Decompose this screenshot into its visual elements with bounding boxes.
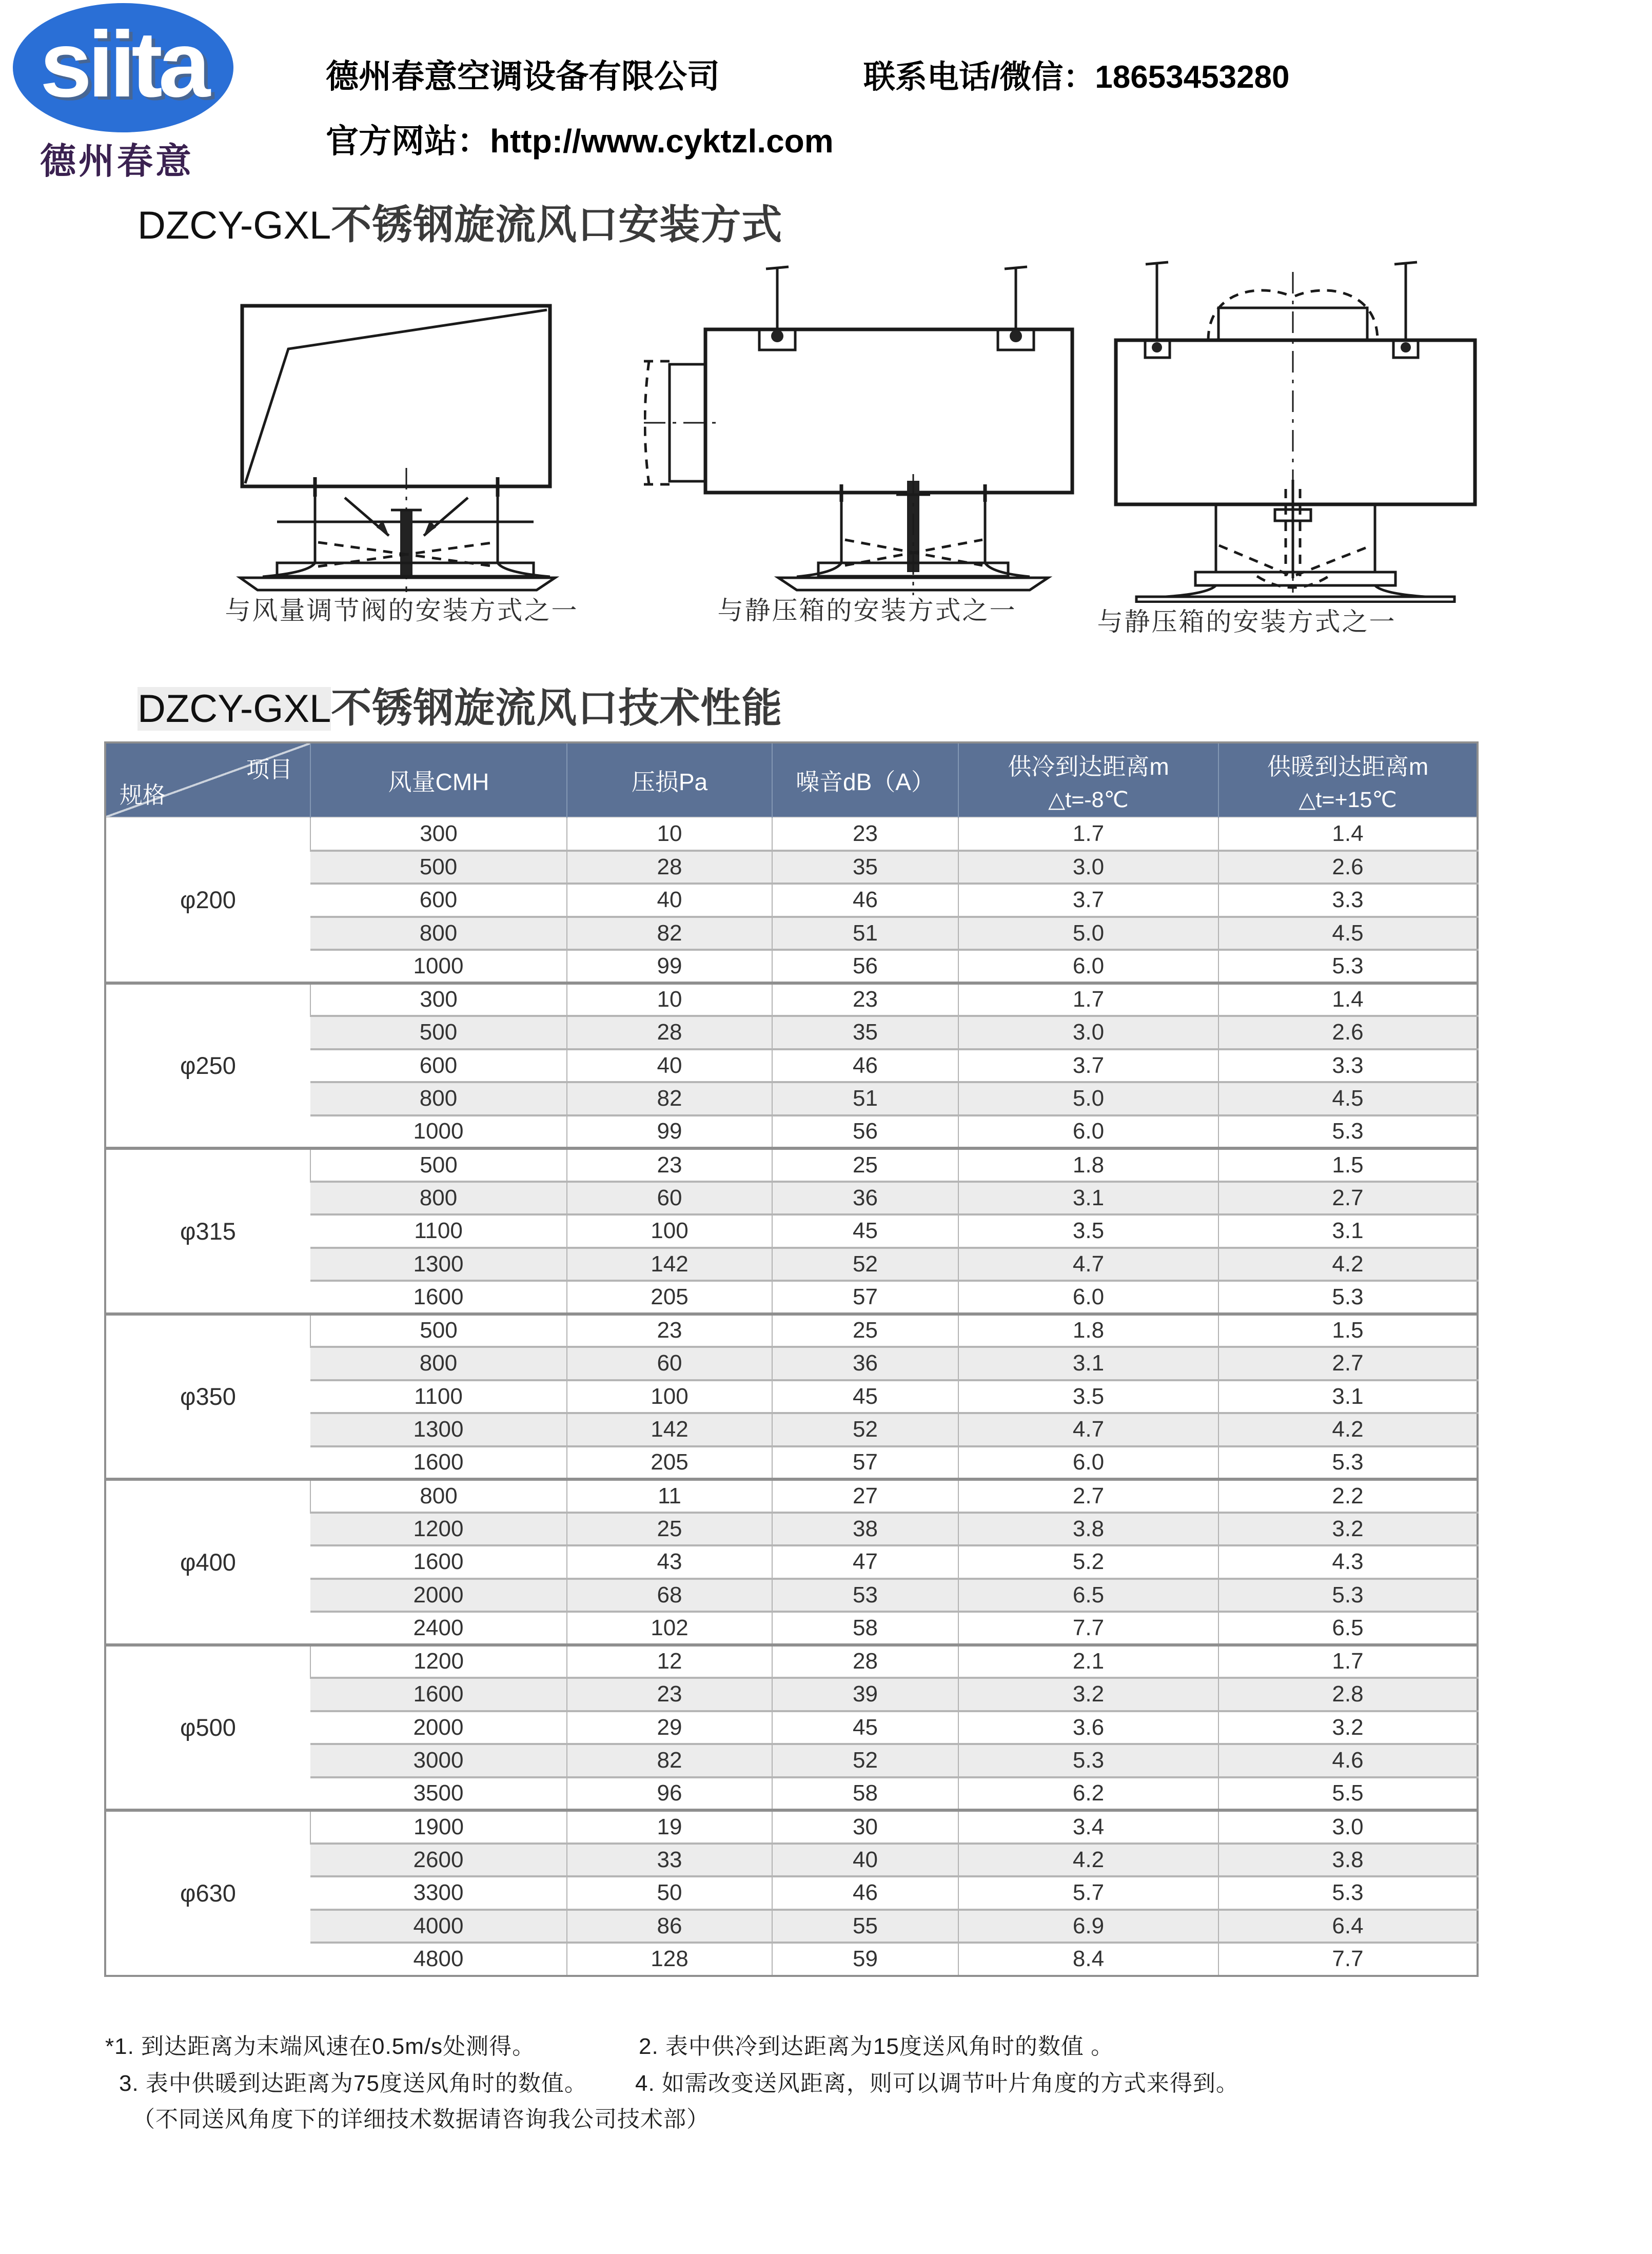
logo-text: siita [40, 12, 207, 116]
data-cell: 36 [772, 1182, 958, 1215]
footnote-5: （不同送风角度下的详细技术数据请咨询我公司技术部） [132, 2107, 710, 2132]
data-cell: 3.1 [1218, 1380, 1478, 1414]
spec-size-cell: φ500 [105, 1645, 310, 1811]
install-section-title [137, 192, 782, 250]
table-row [105, 1148, 1478, 1182]
data-cell: 5.3 [1218, 1281, 1478, 1314]
data-cell: 3.3 [1218, 1049, 1478, 1083]
data-cell: 5.3 [1218, 1115, 1478, 1149]
data-cell: 1200 [310, 1513, 567, 1546]
data-cell: 1.7 [958, 817, 1218, 851]
data-cell: 52 [772, 1413, 958, 1446]
data-cell: 3.2 [958, 1678, 1218, 1711]
contact-phone: 联系电话/微信：18653453280 [863, 60, 1290, 95]
table-row [105, 817, 1478, 851]
data-cell: 5.3 [1218, 1876, 1478, 1910]
plenum-top-drawing [1088, 254, 1513, 603]
data-cell: 5.0 [958, 917, 1218, 950]
data-cell: 800 [310, 1082, 567, 1115]
data-cell: 3.8 [1218, 1844, 1478, 1877]
table-row [105, 1347, 1478, 1380]
data-cell: 2.7 [958, 1479, 1218, 1513]
website-url[interactable]: 官方网站：http://www.cyktzl.com [326, 123, 834, 160]
data-cell: 2000 [310, 1579, 567, 1612]
data-cell: 35 [772, 1016, 958, 1049]
data-cell: 51 [772, 917, 958, 950]
data-cell: 3.7 [958, 1049, 1218, 1083]
table-row [105, 1876, 1478, 1910]
data-cell: 7.7 [958, 1612, 1218, 1645]
data-cell: 96 [567, 1777, 772, 1811]
data-cell: 3.7 [958, 884, 1218, 917]
data-cell: 128 [567, 1943, 772, 1976]
data-cell: 35 [772, 851, 958, 884]
data-cell: 500 [310, 1016, 567, 1049]
spec-size-cell: φ250 [105, 983, 310, 1149]
data-cell: 40 [772, 1844, 958, 1877]
data-cell: 86 [567, 1910, 772, 1943]
data-cell: 45 [772, 1380, 958, 1414]
spec-size-cell: φ630 [105, 1810, 310, 1976]
data-cell: 59 [772, 1943, 958, 1976]
data-cell: 52 [772, 1744, 958, 1777]
data-cell: 3.5 [958, 1380, 1218, 1414]
data-cell: 82 [567, 917, 772, 950]
table-row [105, 1645, 1478, 1678]
data-cell: 6.2 [958, 1777, 1218, 1811]
corner-header-cell [105, 742, 310, 817]
footnote-1: *1. 到达距离为末端风速在0.5m/s处测得。 [105, 2034, 536, 2059]
data-cell: 4.7 [958, 1248, 1218, 1281]
data-cell: 3.1 [958, 1347, 1218, 1380]
data-cell: 500 [310, 851, 567, 884]
data-cell: 10 [567, 983, 772, 1016]
data-cell: 25 [772, 1148, 958, 1182]
data-cell: 2.6 [1218, 851, 1478, 884]
data-cell: 6.0 [958, 1281, 1218, 1314]
company-logo [13, 3, 233, 132]
data-cell: 4.5 [1218, 917, 1478, 950]
data-cell: 56 [772, 1115, 958, 1149]
data-cell: 47 [772, 1545, 958, 1579]
table-row [105, 1446, 1478, 1480]
data-cell: 2000 [310, 1711, 567, 1745]
company-name: 德州春意空调设备有限公司 [326, 58, 720, 95]
table-row [105, 917, 1478, 950]
data-cell: 10 [567, 817, 772, 851]
table-row [105, 1248, 1478, 1281]
data-cell: 5.7 [958, 1876, 1218, 1910]
data-cell: 800 [310, 917, 567, 950]
data-cell: 60 [567, 1182, 772, 1215]
data-cell: 4000 [310, 1910, 567, 1943]
data-cell: 6.5 [1218, 1612, 1478, 1645]
data-cell: 1100 [310, 1214, 567, 1248]
table-row [105, 884, 1478, 917]
data-cell: 53 [772, 1579, 958, 1612]
table-row [105, 983, 1478, 1016]
data-cell: 4.7 [958, 1413, 1218, 1446]
table-row [105, 1943, 1478, 1976]
data-cell: 5.5 [1218, 1777, 1478, 1811]
diagram-caption-plenum-top: 与静压箱的安装方式之一 [1097, 607, 1397, 636]
diagram-plenum-side-install [644, 263, 1106, 596]
table-row [105, 851, 1478, 884]
table-row [105, 1413, 1478, 1446]
data-cell: 27 [772, 1479, 958, 1513]
data-cell: 55 [772, 1910, 958, 1943]
data-cell: 50 [567, 1876, 772, 1910]
data-cell: 23 [772, 817, 958, 851]
diagram-damper-install [200, 263, 595, 594]
diagram-caption-plenum-side: 与静压箱的安装方式之一 [717, 596, 1017, 625]
data-cell: 52 [772, 1248, 958, 1281]
data-cell: 1.8 [958, 1314, 1218, 1347]
footnote-2: 2. 表中供冷到达距离为15度送风角时的数值 。 [639, 2034, 1114, 2059]
damper-install-drawing [200, 263, 595, 594]
data-cell: 6.4 [1218, 1910, 1478, 1943]
data-cell: 28 [567, 851, 772, 884]
data-cell: 800 [310, 1347, 567, 1380]
performance-table-header [105, 742, 1478, 817]
data-cell: 3000 [310, 1744, 567, 1777]
install-title-prefix: DZCY-GXL [137, 204, 331, 247]
data-cell: 1.7 [958, 983, 1218, 1016]
data-cell: 4.5 [1218, 1082, 1478, 1115]
data-cell: 40 [567, 884, 772, 917]
data-cell: 102 [567, 1612, 772, 1645]
data-cell: 40 [567, 1049, 772, 1083]
table-row [105, 1513, 1478, 1546]
data-cell: 6.0 [958, 1115, 1218, 1149]
data-cell: 300 [310, 983, 567, 1016]
performance-table-body [105, 817, 1478, 1976]
corner-label-spec: 规格 [120, 782, 166, 808]
performance-title-text: 不锈钢旋流风口技术性能 [331, 685, 783, 731]
data-cell: 5.3 [1218, 1579, 1478, 1612]
data-cell: 23 [567, 1678, 772, 1711]
data-cell: 1200 [310, 1645, 567, 1678]
table-row [105, 1479, 1478, 1513]
data-cell: 5.3 [958, 1744, 1218, 1777]
data-cell: 51 [772, 1082, 958, 1115]
spec-size-cell: φ400 [105, 1479, 310, 1645]
table-row [105, 1612, 1478, 1645]
table-row [105, 1744, 1478, 1777]
table-row [105, 1711, 1478, 1745]
data-cell: 82 [567, 1082, 772, 1115]
data-cell: 5.3 [1218, 1446, 1478, 1480]
data-cell: 600 [310, 884, 567, 917]
data-cell: 43 [567, 1545, 772, 1579]
data-cell: 500 [310, 1148, 567, 1182]
corner-label-item: 项目 [246, 756, 292, 782]
data-cell: 6.9 [958, 1910, 1218, 1943]
table-row [105, 1016, 1478, 1049]
data-cell: 68 [567, 1579, 772, 1612]
col-header-pressure-loss: 压损Pa [567, 742, 772, 817]
performance-title-prefix: DZCY-GXL [137, 687, 331, 731]
data-cell: 57 [772, 1281, 958, 1314]
data-cell: 7.7 [1218, 1943, 1478, 1976]
footnote-4: 4. 如需改变送风距离，则可以调节叶片角度的方式来得到。 [635, 2071, 1239, 2096]
table-row [105, 1844, 1478, 1877]
performance-table [104, 741, 1479, 1977]
data-cell: 800 [310, 1182, 567, 1215]
table-row [105, 1115, 1478, 1149]
table-row [105, 1545, 1478, 1579]
data-cell: 45 [772, 1214, 958, 1248]
data-cell: 3.0 [1218, 1810, 1478, 1844]
data-cell: 58 [772, 1612, 958, 1645]
data-cell: 5.0 [958, 1082, 1218, 1115]
data-cell: 1300 [310, 1413, 567, 1446]
data-cell: 30 [772, 1810, 958, 1844]
data-cell: 2.2 [1218, 1479, 1478, 1513]
spec-size-cell: φ315 [105, 1148, 310, 1314]
data-cell: 3.0 [958, 851, 1218, 884]
data-cell: 39 [772, 1678, 958, 1711]
table-row [105, 1182, 1478, 1215]
data-cell: 3.4 [958, 1810, 1218, 1844]
data-cell: 1.5 [1218, 1314, 1478, 1347]
data-cell: 3.8 [958, 1513, 1218, 1546]
diagram-plenum-top-install [1088, 254, 1513, 603]
data-cell: 4.2 [958, 1844, 1218, 1877]
col-subheader-cooling-delta: △t=-8℃ [1048, 787, 1129, 812]
data-cell: 1900 [310, 1810, 567, 1844]
data-cell: 500 [310, 1314, 567, 1347]
data-cell: 46 [772, 1049, 958, 1083]
table-row [105, 1082, 1478, 1115]
table-row [105, 1380, 1478, 1414]
data-cell: 23 [567, 1314, 772, 1347]
data-cell: 28 [772, 1645, 958, 1678]
data-cell: 3.2 [1218, 1711, 1478, 1745]
data-cell: 2.8 [1218, 1678, 1478, 1711]
data-cell: 4.2 [1218, 1413, 1478, 1446]
data-cell: 60 [567, 1347, 772, 1380]
data-cell: 19 [567, 1810, 772, 1844]
data-cell: 2400 [310, 1612, 567, 1645]
table-row [105, 1214, 1478, 1248]
data-cell: 1600 [310, 1545, 567, 1579]
data-cell: 3.1 [958, 1182, 1218, 1215]
data-cell: 205 [567, 1281, 772, 1314]
data-cell: 6.5 [958, 1579, 1218, 1612]
data-cell: 1.4 [1218, 817, 1478, 851]
data-cell: 25 [772, 1314, 958, 1347]
data-cell: 4.6 [1218, 1744, 1478, 1777]
data-cell: 1000 [310, 950, 567, 983]
data-cell: 100 [567, 1380, 772, 1414]
data-cell: 8.4 [958, 1943, 1218, 1976]
data-cell: 6.0 [958, 950, 1218, 983]
data-cell: 800 [310, 1479, 567, 1513]
data-cell: 5.3 [1218, 950, 1478, 983]
table-row [105, 1281, 1478, 1314]
data-cell: 28 [567, 1016, 772, 1049]
data-cell: 3.2 [1218, 1513, 1478, 1546]
data-cell: 1600 [310, 1281, 567, 1314]
table-row [105, 1678, 1478, 1711]
data-cell: 4.3 [1218, 1545, 1478, 1579]
data-cell: 23 [772, 983, 958, 1016]
data-cell: 82 [567, 1744, 772, 1777]
data-cell: 56 [772, 950, 958, 983]
data-cell: 99 [567, 1115, 772, 1149]
table-row [105, 1910, 1478, 1943]
data-cell: 1300 [310, 1248, 567, 1281]
data-cell: 1100 [310, 1380, 567, 1414]
data-cell: 6.0 [958, 1446, 1218, 1480]
data-cell: 4800 [310, 1943, 567, 1976]
data-cell: 142 [567, 1248, 772, 1281]
col-header-noise: 噪音dB（A） [772, 742, 958, 817]
col-header-heating-throw: 供暖到达距离m △t=+15℃ [1218, 742, 1478, 817]
plenum-side-drawing [644, 263, 1106, 596]
data-cell: 23 [567, 1148, 772, 1182]
data-cell: 1.4 [1218, 983, 1478, 1016]
data-cell: 1.8 [958, 1148, 1218, 1182]
data-cell: 25 [567, 1513, 772, 1546]
performance-section-title [137, 675, 782, 734]
col-header-airflow: 风量CMH [310, 742, 567, 817]
data-cell: 142 [567, 1413, 772, 1446]
data-cell: 57 [772, 1446, 958, 1480]
data-cell: 45 [772, 1711, 958, 1745]
table-row [105, 1314, 1478, 1347]
data-cell: 3300 [310, 1876, 567, 1910]
data-cell: 33 [567, 1844, 772, 1877]
data-cell: 4.2 [1218, 1248, 1478, 1281]
table-row [105, 1777, 1478, 1811]
table-row [105, 1810, 1478, 1844]
data-cell: 11 [567, 1479, 772, 1513]
table-row [105, 1049, 1478, 1083]
data-cell: 100 [567, 1214, 772, 1248]
data-cell: 2.1 [958, 1645, 1218, 1678]
data-cell: 29 [567, 1711, 772, 1745]
diagram-caption-damper: 与风量调节阀的安装方式之一 [225, 596, 579, 625]
col-header-cooling-throw: 供冷到达距离m △t=-8℃ [958, 742, 1218, 817]
data-cell: 600 [310, 1049, 567, 1083]
data-cell: 46 [772, 1876, 958, 1910]
spec-size-cell: φ350 [105, 1314, 310, 1480]
data-cell: 2.7 [1218, 1347, 1478, 1380]
data-cell: 12 [567, 1645, 772, 1678]
data-cell: 3.5 [958, 1214, 1218, 1248]
install-title-text: 不锈钢旋流风口安装方式 [331, 202, 783, 247]
data-cell: 2.7 [1218, 1182, 1478, 1215]
data-cell: 5.2 [958, 1545, 1218, 1579]
data-cell: 300 [310, 817, 567, 851]
data-cell: 3.0 [958, 1016, 1218, 1049]
data-cell: 46 [772, 884, 958, 917]
data-cell: 3500 [310, 1777, 567, 1811]
data-cell: 99 [567, 950, 772, 983]
data-cell: 1.7 [1218, 1645, 1478, 1678]
data-cell: 38 [772, 1513, 958, 1546]
table-row [105, 950, 1478, 983]
data-cell: 1600 [310, 1446, 567, 1480]
data-cell: 58 [772, 1777, 958, 1811]
spec-size-cell: φ200 [105, 817, 310, 983]
footnote-3: 3. 表中供暖到达距离为75度送风角时的数值。 [119, 2071, 587, 2096]
data-cell: 205 [567, 1446, 772, 1480]
data-cell: 1600 [310, 1678, 567, 1711]
col-subheader-heating-delta: △t=+15℃ [1299, 787, 1397, 812]
data-cell: 2.6 [1218, 1016, 1478, 1049]
table-row [105, 1579, 1478, 1612]
logo-caption: 德州春意 [40, 141, 194, 181]
data-cell: 3.6 [958, 1711, 1218, 1745]
data-cell: 1.5 [1218, 1148, 1478, 1182]
data-cell: 3.1 [1218, 1214, 1478, 1248]
data-cell: 2600 [310, 1844, 567, 1877]
data-cell: 36 [772, 1347, 958, 1380]
data-cell: 1000 [310, 1115, 567, 1149]
data-cell: 3.3 [1218, 884, 1478, 917]
